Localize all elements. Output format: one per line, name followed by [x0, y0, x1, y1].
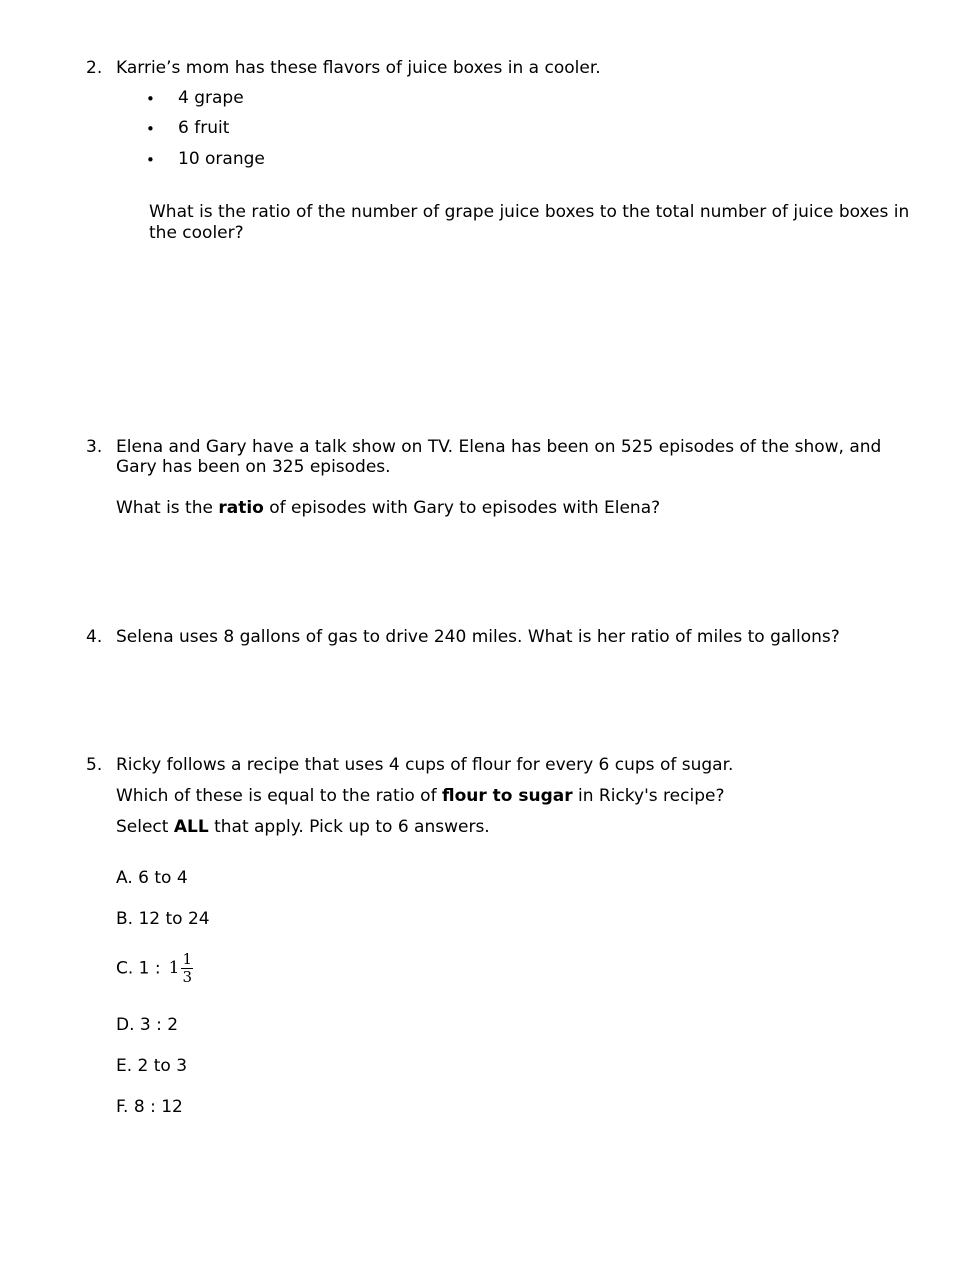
q5-line2: Which of these is equal to the ratio of flour to sugar in Ricky's recipe? [116, 786, 725, 806]
q3-question: What is the ratio of episodes with Gary to episodes with Elena? [116, 498, 661, 518]
q3-text: Elena and Gary have a talk show on TV. Elena has been on 525 episodes of the show, and Gary has been on 325 episodes. [116, 437, 882, 477]
mixed-fraction [161, 951, 193, 986]
q5-text: Ricky follows a recipe that uses 4 cups of flour for every 6 cups of sugar. [116, 755, 734, 775]
q2-question: What is the ratio of the number of grape juice boxes to the total number of juice boxes in the cooler? [149, 202, 910, 243]
q2-item: 10 orange [178, 149, 265, 169]
bullet-icon: • [146, 90, 155, 108]
bullet-icon: • [146, 151, 155, 169]
option-f[interactable]: F. 8 : 12 [116, 1097, 183, 1117]
q2-number: 2. [86, 58, 103, 78]
q4-text: Selena uses 8 gallons of gas to drive 240 miles. What is her ratio of miles to gallons? [116, 627, 840, 647]
fraction-whole: 1 [168, 958, 180, 978]
option-c-prefix: C. 1 : [116, 958, 161, 979]
q4-number: 4. [86, 627, 103, 647]
q3-number: 3. [86, 437, 103, 457]
option-c[interactable] [116, 951, 193, 986]
bullet-icon: • [146, 120, 155, 138]
q5-number: 5. [86, 755, 103, 775]
q2-item: 6 fruit [178, 118, 230, 138]
q5-line3: Select ALL that apply. Pick up to 6 answers. [116, 817, 490, 837]
fraction-numerator: 1 [182, 950, 192, 968]
option-a[interactable]: A. 6 to 4 [116, 868, 188, 888]
option-e[interactable]: E. 2 to 3 [116, 1056, 188, 1076]
fraction-denominator: 3 [182, 968, 192, 986]
q2-text: Karrie’s mom has these flavors of juice boxes in a cooler. [116, 58, 601, 78]
q2-item: 4 grape [178, 88, 244, 108]
option-d[interactable]: D. 3 : 2 [116, 1015, 179, 1035]
option-b[interactable]: B. 12 to 24 [116, 909, 210, 929]
